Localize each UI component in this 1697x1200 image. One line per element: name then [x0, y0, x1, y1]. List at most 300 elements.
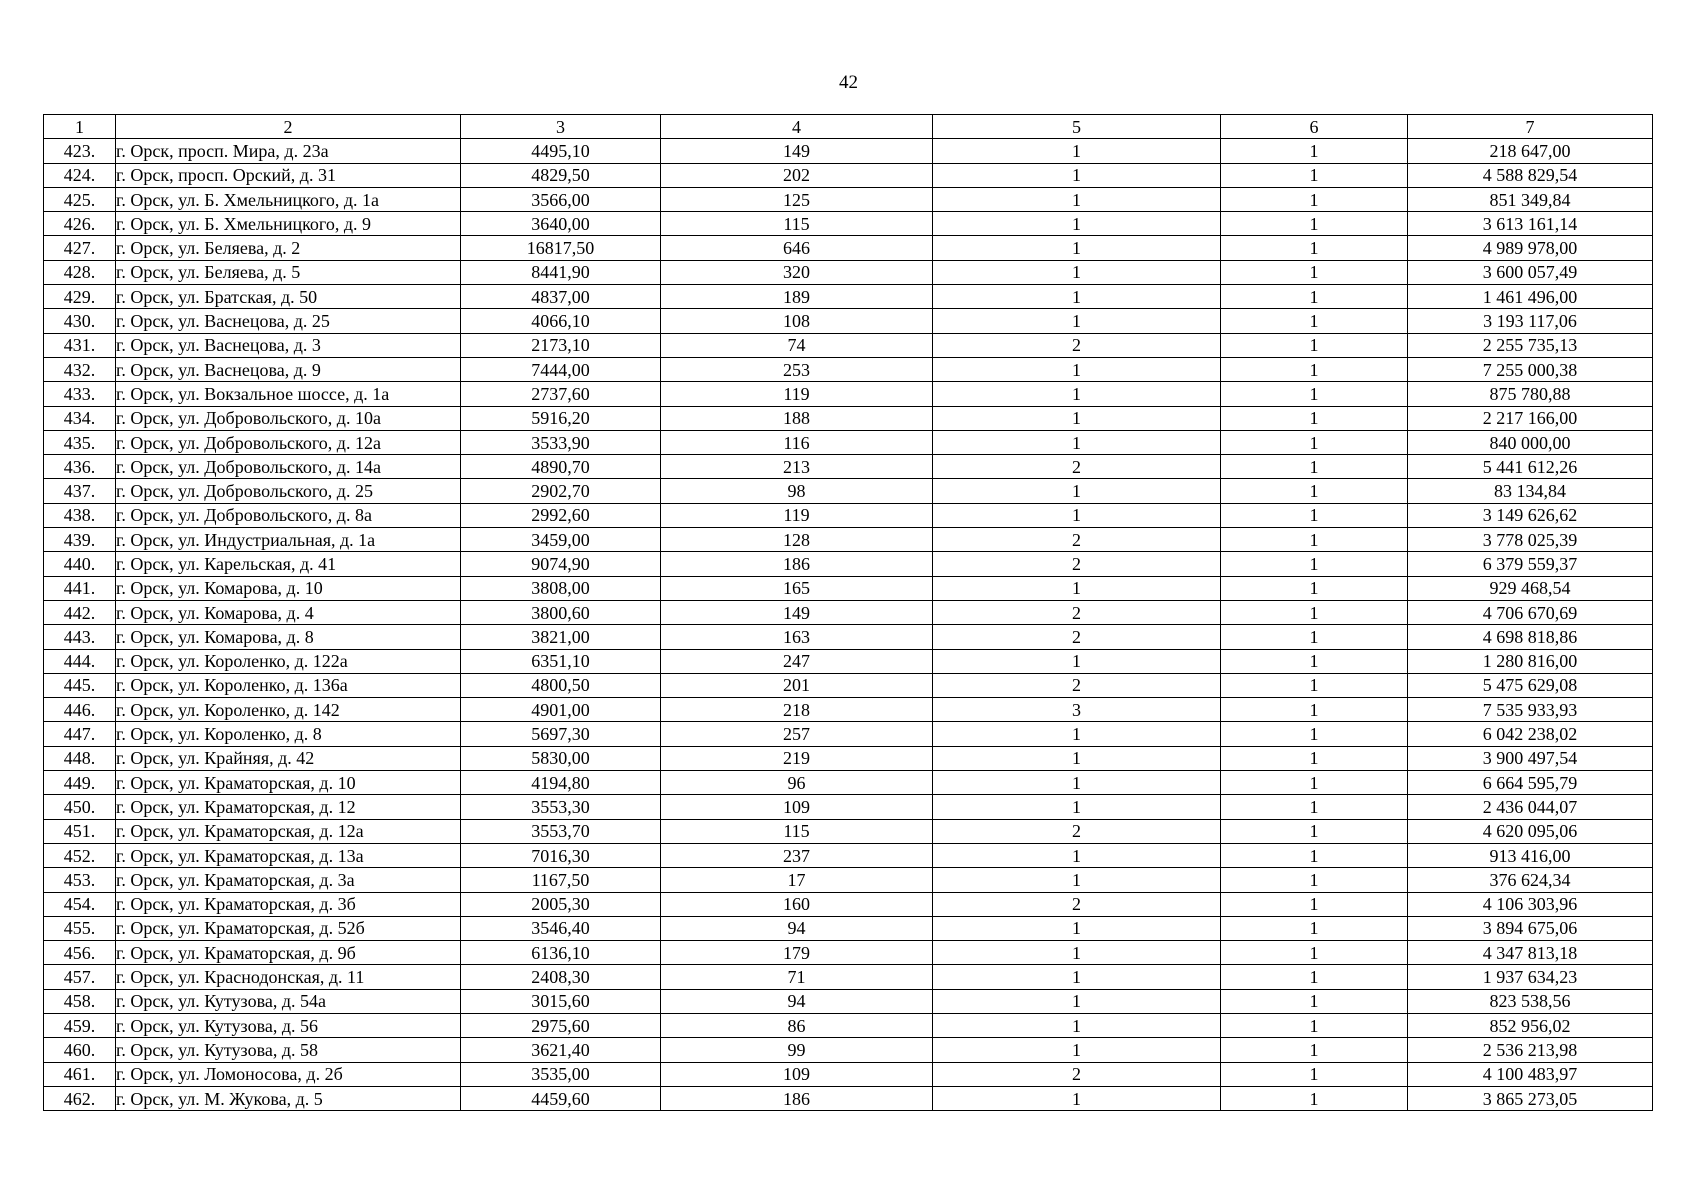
address-cell: г. Орск, ул. Краматорская, д. 10 — [116, 771, 461, 795]
area-cell: 4495,10 — [461, 139, 661, 163]
table-row — [44, 819, 1653, 843]
residents-cell: 149 — [661, 139, 933, 163]
value-6-cell: 1 — [1221, 552, 1408, 576]
row-number-cell: 445. — [44, 673, 116, 697]
address-cell: г. Орск, ул. Краматорская, д. 3б — [116, 892, 461, 916]
value-6-cell: 1 — [1221, 965, 1408, 989]
area-cell: 3535,00 — [461, 1062, 661, 1086]
residents-cell: 201 — [661, 673, 933, 697]
address-cell: г. Орск, ул. Вокзальное шоссе, д. 1а — [116, 382, 461, 406]
table-row — [44, 479, 1653, 503]
residents-cell: 98 — [661, 479, 933, 503]
row-number-cell: 452. — [44, 843, 116, 867]
row-number-cell: 458. — [44, 989, 116, 1013]
area-cell: 2173,10 — [461, 333, 661, 357]
table-row — [44, 163, 1653, 187]
cost-cell: 3 193 117,06 — [1408, 309, 1653, 333]
residents-cell: 17 — [661, 868, 933, 892]
cost-cell: 2 217 166,00 — [1408, 406, 1653, 430]
row-number-cell: 426. — [44, 212, 116, 236]
address-cell: г. Орск, ул. Короленко, д. 136а — [116, 673, 461, 697]
value-6-cell: 1 — [1221, 698, 1408, 722]
row-number-cell: 442. — [44, 600, 116, 624]
area-cell: 3533,90 — [461, 430, 661, 454]
value-6-cell: 1 — [1221, 236, 1408, 260]
value-5-cell: 1 — [933, 285, 1221, 309]
residents-cell: 247 — [661, 649, 933, 673]
address-cell: г. Орск, ул. Короленко, д. 122а — [116, 649, 461, 673]
value-5-cell: 2 — [933, 892, 1221, 916]
value-6-cell: 1 — [1221, 868, 1408, 892]
area-cell: 3808,00 — [461, 576, 661, 600]
residents-cell: 186 — [661, 552, 933, 576]
value-6-cell: 1 — [1221, 357, 1408, 381]
cost-cell: 4 106 303,96 — [1408, 892, 1653, 916]
residents-cell: 219 — [661, 746, 933, 770]
value-5-cell: 2 — [933, 1062, 1221, 1086]
area-cell: 8441,90 — [461, 260, 661, 284]
value-6-cell: 1 — [1221, 941, 1408, 965]
residents-cell: 109 — [661, 795, 933, 819]
value-6-cell: 1 — [1221, 771, 1408, 795]
value-5-cell: 1 — [933, 479, 1221, 503]
cost-cell: 4 347 813,18 — [1408, 941, 1653, 965]
value-5-cell: 1 — [933, 163, 1221, 187]
cost-cell: 7 255 000,38 — [1408, 357, 1653, 381]
address-cell: г. Орск, ул. Беляева, д. 5 — [116, 260, 461, 284]
value-6-cell: 1 — [1221, 576, 1408, 600]
table-row — [44, 1013, 1653, 1037]
area-cell: 3015,60 — [461, 989, 661, 1013]
value-5-cell: 1 — [933, 1086, 1221, 1110]
table-row — [44, 455, 1653, 479]
header-cell-3: 3 — [461, 115, 661, 139]
table-row — [44, 989, 1653, 1013]
area-cell: 5830,00 — [461, 746, 661, 770]
row-number-cell: 460. — [44, 1038, 116, 1062]
value-6-cell: 1 — [1221, 795, 1408, 819]
address-cell: г. Орск, ул. Крайняя, д. 42 — [116, 746, 461, 770]
value-5-cell: 2 — [933, 455, 1221, 479]
table-row — [44, 309, 1653, 333]
cost-cell: 7 535 933,93 — [1408, 698, 1653, 722]
residents-cell: 213 — [661, 455, 933, 479]
row-number-cell: 440. — [44, 552, 116, 576]
area-cell: 3800,60 — [461, 600, 661, 624]
area-cell: 3553,30 — [461, 795, 661, 819]
table-row — [44, 357, 1653, 381]
value-6-cell: 1 — [1221, 309, 1408, 333]
cost-cell: 823 538,56 — [1408, 989, 1653, 1013]
value-5-cell: 1 — [933, 406, 1221, 430]
row-number-cell: 436. — [44, 455, 116, 479]
area-cell: 3821,00 — [461, 625, 661, 649]
residents-cell: 646 — [661, 236, 933, 260]
cost-cell: 3 149 626,62 — [1408, 503, 1653, 527]
row-number-cell: 423. — [44, 139, 116, 163]
value-6-cell: 1 — [1221, 722, 1408, 746]
row-number-cell: 424. — [44, 163, 116, 187]
residents-cell: 186 — [661, 1086, 933, 1110]
address-cell: г. Орск, ул. Добровольского, д. 8а — [116, 503, 461, 527]
residents-cell: 94 — [661, 916, 933, 940]
row-number-cell: 456. — [44, 941, 116, 965]
address-cell: г. Орск, ул. Краматорская, д. 3а — [116, 868, 461, 892]
value-5-cell: 1 — [933, 722, 1221, 746]
address-cell: г. Орск, ул. Комарова, д. 8 — [116, 625, 461, 649]
row-number-cell: 431. — [44, 333, 116, 357]
header-cell-4: 4 — [661, 115, 933, 139]
residents-cell: 257 — [661, 722, 933, 746]
area-cell: 16817,50 — [461, 236, 661, 260]
value-5-cell: 1 — [933, 212, 1221, 236]
address-cell: г. Орск, ул. Ломоносова, д. 2б — [116, 1062, 461, 1086]
row-number-cell: 444. — [44, 649, 116, 673]
table-row — [44, 941, 1653, 965]
area-cell: 2408,30 — [461, 965, 661, 989]
table-row — [44, 892, 1653, 916]
table-row — [44, 285, 1653, 309]
table-row — [44, 503, 1653, 527]
value-5-cell: 3 — [933, 698, 1221, 722]
cost-cell: 2 436 044,07 — [1408, 795, 1653, 819]
residents-cell: 99 — [661, 1038, 933, 1062]
address-cell: г. Орск, просп. Орский, д. 31 — [116, 163, 461, 187]
value-5-cell: 1 — [933, 965, 1221, 989]
residents-cell: 218 — [661, 698, 933, 722]
value-6-cell: 1 — [1221, 843, 1408, 867]
value-5-cell: 1 — [933, 843, 1221, 867]
row-number-cell: 446. — [44, 698, 116, 722]
address-cell: г. Орск, ул. Индустриальная, д. 1а — [116, 528, 461, 552]
value-6-cell: 1 — [1221, 163, 1408, 187]
area-cell: 2902,70 — [461, 479, 661, 503]
cost-cell: 218 647,00 — [1408, 139, 1653, 163]
table-row — [44, 916, 1653, 940]
address-cell: г. Орск, ул. Васнецова, д. 9 — [116, 357, 461, 381]
value-6-cell: 1 — [1221, 649, 1408, 673]
value-6-cell: 1 — [1221, 382, 1408, 406]
area-cell: 9074,90 — [461, 552, 661, 576]
value-5-cell: 1 — [933, 382, 1221, 406]
row-number-cell: 432. — [44, 357, 116, 381]
cost-cell: 4 620 095,06 — [1408, 819, 1653, 843]
area-cell: 4890,70 — [461, 455, 661, 479]
cost-cell: 3 778 025,39 — [1408, 528, 1653, 552]
area-cell: 3553,70 — [461, 819, 661, 843]
cost-cell: 6 379 559,37 — [1408, 552, 1653, 576]
cost-cell: 6 042 238,02 — [1408, 722, 1653, 746]
area-cell: 5697,30 — [461, 722, 661, 746]
address-cell: г. Орск, ул. Кутузова, д. 54а — [116, 989, 461, 1013]
table-row — [44, 673, 1653, 697]
table-row — [44, 1062, 1653, 1086]
cost-cell: 1 937 634,23 — [1408, 965, 1653, 989]
address-cell: г. Орск, просп. Мира, д. 23а — [116, 139, 461, 163]
address-cell: г. Орск, ул. Добровольского, д. 14а — [116, 455, 461, 479]
value-6-cell: 1 — [1221, 916, 1408, 940]
table-row — [44, 698, 1653, 722]
table-row — [44, 600, 1653, 624]
cost-cell: 929 468,54 — [1408, 576, 1653, 600]
header-cell-2: 2 — [116, 115, 461, 139]
residents-cell: 125 — [661, 187, 933, 211]
area-cell: 6351,10 — [461, 649, 661, 673]
table-row — [44, 843, 1653, 867]
residents-cell: 71 — [661, 965, 933, 989]
row-number-cell: 433. — [44, 382, 116, 406]
value-5-cell: 2 — [933, 528, 1221, 552]
cost-cell: 5 475 629,08 — [1408, 673, 1653, 697]
area-cell: 2975,60 — [461, 1013, 661, 1037]
area-cell: 4901,00 — [461, 698, 661, 722]
header-cell-5: 5 — [933, 115, 1221, 139]
table-row — [44, 576, 1653, 600]
residents-cell: 320 — [661, 260, 933, 284]
cost-cell: 2 536 213,98 — [1408, 1038, 1653, 1062]
value-6-cell: 1 — [1221, 989, 1408, 1013]
address-cell: г. Орск, ул. М. Жукова, д. 5 — [116, 1086, 461, 1110]
value-6-cell: 1 — [1221, 1038, 1408, 1062]
cost-cell: 3 894 675,06 — [1408, 916, 1653, 940]
residents-cell: 119 — [661, 503, 933, 527]
value-6-cell: 1 — [1221, 187, 1408, 211]
table-row — [44, 771, 1653, 795]
value-6-cell: 1 — [1221, 528, 1408, 552]
row-number-cell: 449. — [44, 771, 116, 795]
cost-cell: 3 865 273,05 — [1408, 1086, 1653, 1110]
address-cell: г. Орск, ул. Карельская, д. 41 — [116, 552, 461, 576]
value-6-cell: 1 — [1221, 430, 1408, 454]
address-cell: г. Орск, ул. Краматорская, д. 52б — [116, 916, 461, 940]
value-6-cell: 1 — [1221, 1062, 1408, 1086]
row-number-cell: 427. — [44, 236, 116, 260]
row-number-cell: 459. — [44, 1013, 116, 1037]
address-cell: г. Орск, ул. Б. Хмельницкого, д. 9 — [116, 212, 461, 236]
area-cell: 4800,50 — [461, 673, 661, 697]
table-row — [44, 722, 1653, 746]
row-number-cell: 441. — [44, 576, 116, 600]
area-cell: 7016,30 — [461, 843, 661, 867]
residents-cell: 179 — [661, 941, 933, 965]
table-row — [44, 1038, 1653, 1062]
value-6-cell: 1 — [1221, 406, 1408, 430]
header-row — [44, 115, 1653, 139]
table-row — [44, 260, 1653, 284]
residents-cell: 115 — [661, 212, 933, 236]
cost-cell: 3 900 497,54 — [1408, 746, 1653, 770]
value-5-cell: 1 — [933, 357, 1221, 381]
residents-cell: 163 — [661, 625, 933, 649]
table-row — [44, 333, 1653, 357]
area-cell: 4459,60 — [461, 1086, 661, 1110]
header-cell-7: 7 — [1408, 115, 1653, 139]
row-number-cell: 461. — [44, 1062, 116, 1086]
cost-cell: 83 134,84 — [1408, 479, 1653, 503]
table-row — [44, 746, 1653, 770]
cost-cell: 840 000,00 — [1408, 430, 1653, 454]
value-6-cell: 1 — [1221, 212, 1408, 236]
residents-cell: 115 — [661, 819, 933, 843]
table-row — [44, 139, 1653, 163]
address-cell: г. Орск, ул. Б. Хмельницкого, д. 1а — [116, 187, 461, 211]
area-cell: 3546,40 — [461, 916, 661, 940]
area-cell: 3566,00 — [461, 187, 661, 211]
address-cell: г. Орск, ул. Васнецова, д. 25 — [116, 309, 461, 333]
residents-cell: 128 — [661, 528, 933, 552]
row-number-cell: 454. — [44, 892, 116, 916]
value-5-cell: 2 — [933, 819, 1221, 843]
row-number-cell: 447. — [44, 722, 116, 746]
area-cell: 4194,80 — [461, 771, 661, 795]
residents-cell: 202 — [661, 163, 933, 187]
value-5-cell: 1 — [933, 309, 1221, 333]
value-5-cell: 1 — [933, 941, 1221, 965]
address-cell: г. Орск, ул. Краматорская, д. 13а — [116, 843, 461, 867]
residents-cell: 189 — [661, 285, 933, 309]
address-cell: г. Орск, ул. Братская, д. 50 — [116, 285, 461, 309]
table-row — [44, 187, 1653, 211]
row-number-cell: 455. — [44, 916, 116, 940]
address-cell: г. Орск, ул. Кутузова, д. 58 — [116, 1038, 461, 1062]
value-5-cell: 1 — [933, 576, 1221, 600]
residents-cell: 74 — [661, 333, 933, 357]
value-6-cell: 1 — [1221, 892, 1408, 916]
row-number-cell: 434. — [44, 406, 116, 430]
value-6-cell: 1 — [1221, 1086, 1408, 1110]
row-number-cell: 428. — [44, 260, 116, 284]
value-6-cell: 1 — [1221, 260, 1408, 284]
value-6-cell: 1 — [1221, 819, 1408, 843]
value-6-cell: 1 — [1221, 625, 1408, 649]
table-row — [44, 795, 1653, 819]
row-number-cell: 429. — [44, 285, 116, 309]
value-5-cell: 1 — [933, 746, 1221, 770]
row-number-cell: 450. — [44, 795, 116, 819]
table-row — [44, 965, 1653, 989]
cost-cell: 2 255 735,13 — [1408, 333, 1653, 357]
row-number-cell: 457. — [44, 965, 116, 989]
value-5-cell: 1 — [933, 649, 1221, 673]
residents-cell: 149 — [661, 600, 933, 624]
address-cell: г. Орск, ул. Комарова, д. 10 — [116, 576, 461, 600]
row-number-cell: 451. — [44, 819, 116, 843]
cost-cell: 4 989 978,00 — [1408, 236, 1653, 260]
address-cell: г. Орск, ул. Короленко, д. 142 — [116, 698, 461, 722]
residents-cell: 94 — [661, 989, 933, 1013]
address-cell: г. Орск, ул. Комарова, д. 4 — [116, 600, 461, 624]
address-cell: г. Орск, ул. Беляева, д. 2 — [116, 236, 461, 260]
residents-cell: 160 — [661, 892, 933, 916]
value-5-cell: 2 — [933, 625, 1221, 649]
residents-cell: 253 — [661, 357, 933, 381]
row-number-cell: 439. — [44, 528, 116, 552]
residents-cell: 188 — [661, 406, 933, 430]
value-5-cell: 1 — [933, 430, 1221, 454]
residents-cell: 165 — [661, 576, 933, 600]
area-cell: 2737,60 — [461, 382, 661, 406]
residents-cell: 119 — [661, 382, 933, 406]
cost-cell: 4 588 829,54 — [1408, 163, 1653, 187]
residents-cell: 86 — [661, 1013, 933, 1037]
row-number-cell: 462. — [44, 1086, 116, 1110]
address-cell: г. Орск, ул. Краснодонская, д. 11 — [116, 965, 461, 989]
address-cell: г. Орск, ул. Васнецова, д. 3 — [116, 333, 461, 357]
row-number-cell: 430. — [44, 309, 116, 333]
area-cell: 1167,50 — [461, 868, 661, 892]
value-6-cell: 1 — [1221, 333, 1408, 357]
value-6-cell: 1 — [1221, 673, 1408, 697]
value-5-cell: 1 — [933, 1013, 1221, 1037]
table-row — [44, 236, 1653, 260]
table-row — [44, 1086, 1653, 1110]
table-row — [44, 430, 1653, 454]
value-5-cell: 1 — [933, 187, 1221, 211]
table-row — [44, 528, 1653, 552]
row-number-cell: 448. — [44, 746, 116, 770]
value-6-cell: 1 — [1221, 139, 1408, 163]
table-row — [44, 382, 1653, 406]
area-cell: 5916,20 — [461, 406, 661, 430]
cost-cell: 3 600 057,49 — [1408, 260, 1653, 284]
cost-cell: 851 349,84 — [1408, 187, 1653, 211]
value-5-cell: 2 — [933, 600, 1221, 624]
row-number-cell: 437. — [44, 479, 116, 503]
area-cell: 3640,00 — [461, 212, 661, 236]
cost-cell: 875 780,88 — [1408, 382, 1653, 406]
area-cell: 3621,40 — [461, 1038, 661, 1062]
value-5-cell: 2 — [933, 673, 1221, 697]
cost-cell: 4 698 818,86 — [1408, 625, 1653, 649]
value-5-cell: 1 — [933, 503, 1221, 527]
value-5-cell: 1 — [933, 1038, 1221, 1062]
address-cell: г. Орск, ул. Добровольского, д. 10а — [116, 406, 461, 430]
value-6-cell: 1 — [1221, 1013, 1408, 1037]
value-5-cell: 1 — [933, 868, 1221, 892]
value-5-cell: 1 — [933, 916, 1221, 940]
value-5-cell: 2 — [933, 552, 1221, 576]
value-6-cell: 1 — [1221, 479, 1408, 503]
residents-cell: 237 — [661, 843, 933, 867]
table-row — [44, 625, 1653, 649]
value-5-cell: 1 — [933, 236, 1221, 260]
address-cell: г. Орск, ул. Короленко, д. 8 — [116, 722, 461, 746]
value-6-cell: 1 — [1221, 746, 1408, 770]
row-number-cell: 435. — [44, 430, 116, 454]
residents-cell: 116 — [661, 430, 933, 454]
cost-cell: 1 280 816,00 — [1408, 649, 1653, 673]
area-cell: 7444,00 — [461, 357, 661, 381]
table-row — [44, 406, 1653, 430]
cost-cell: 4 706 670,69 — [1408, 600, 1653, 624]
residents-cell: 96 — [661, 771, 933, 795]
value-6-cell: 1 — [1221, 503, 1408, 527]
area-cell: 2005,30 — [461, 892, 661, 916]
header-cell-1: 1 — [44, 115, 116, 139]
area-cell: 4066,10 — [461, 309, 661, 333]
page-number: 42 — [839, 72, 858, 93]
cost-cell: 852 956,02 — [1408, 1013, 1653, 1037]
table-row — [44, 212, 1653, 236]
row-number-cell: 443. — [44, 625, 116, 649]
address-cell: г. Орск, ул. Добровольского, д. 12а — [116, 430, 461, 454]
row-number-cell: 453. — [44, 868, 116, 892]
area-cell: 3459,00 — [461, 528, 661, 552]
value-5-cell: 1 — [933, 989, 1221, 1013]
value-5-cell: 1 — [933, 771, 1221, 795]
address-cell: г. Орск, ул. Краматорская, д. 12 — [116, 795, 461, 819]
area-cell: 2992,60 — [461, 503, 661, 527]
